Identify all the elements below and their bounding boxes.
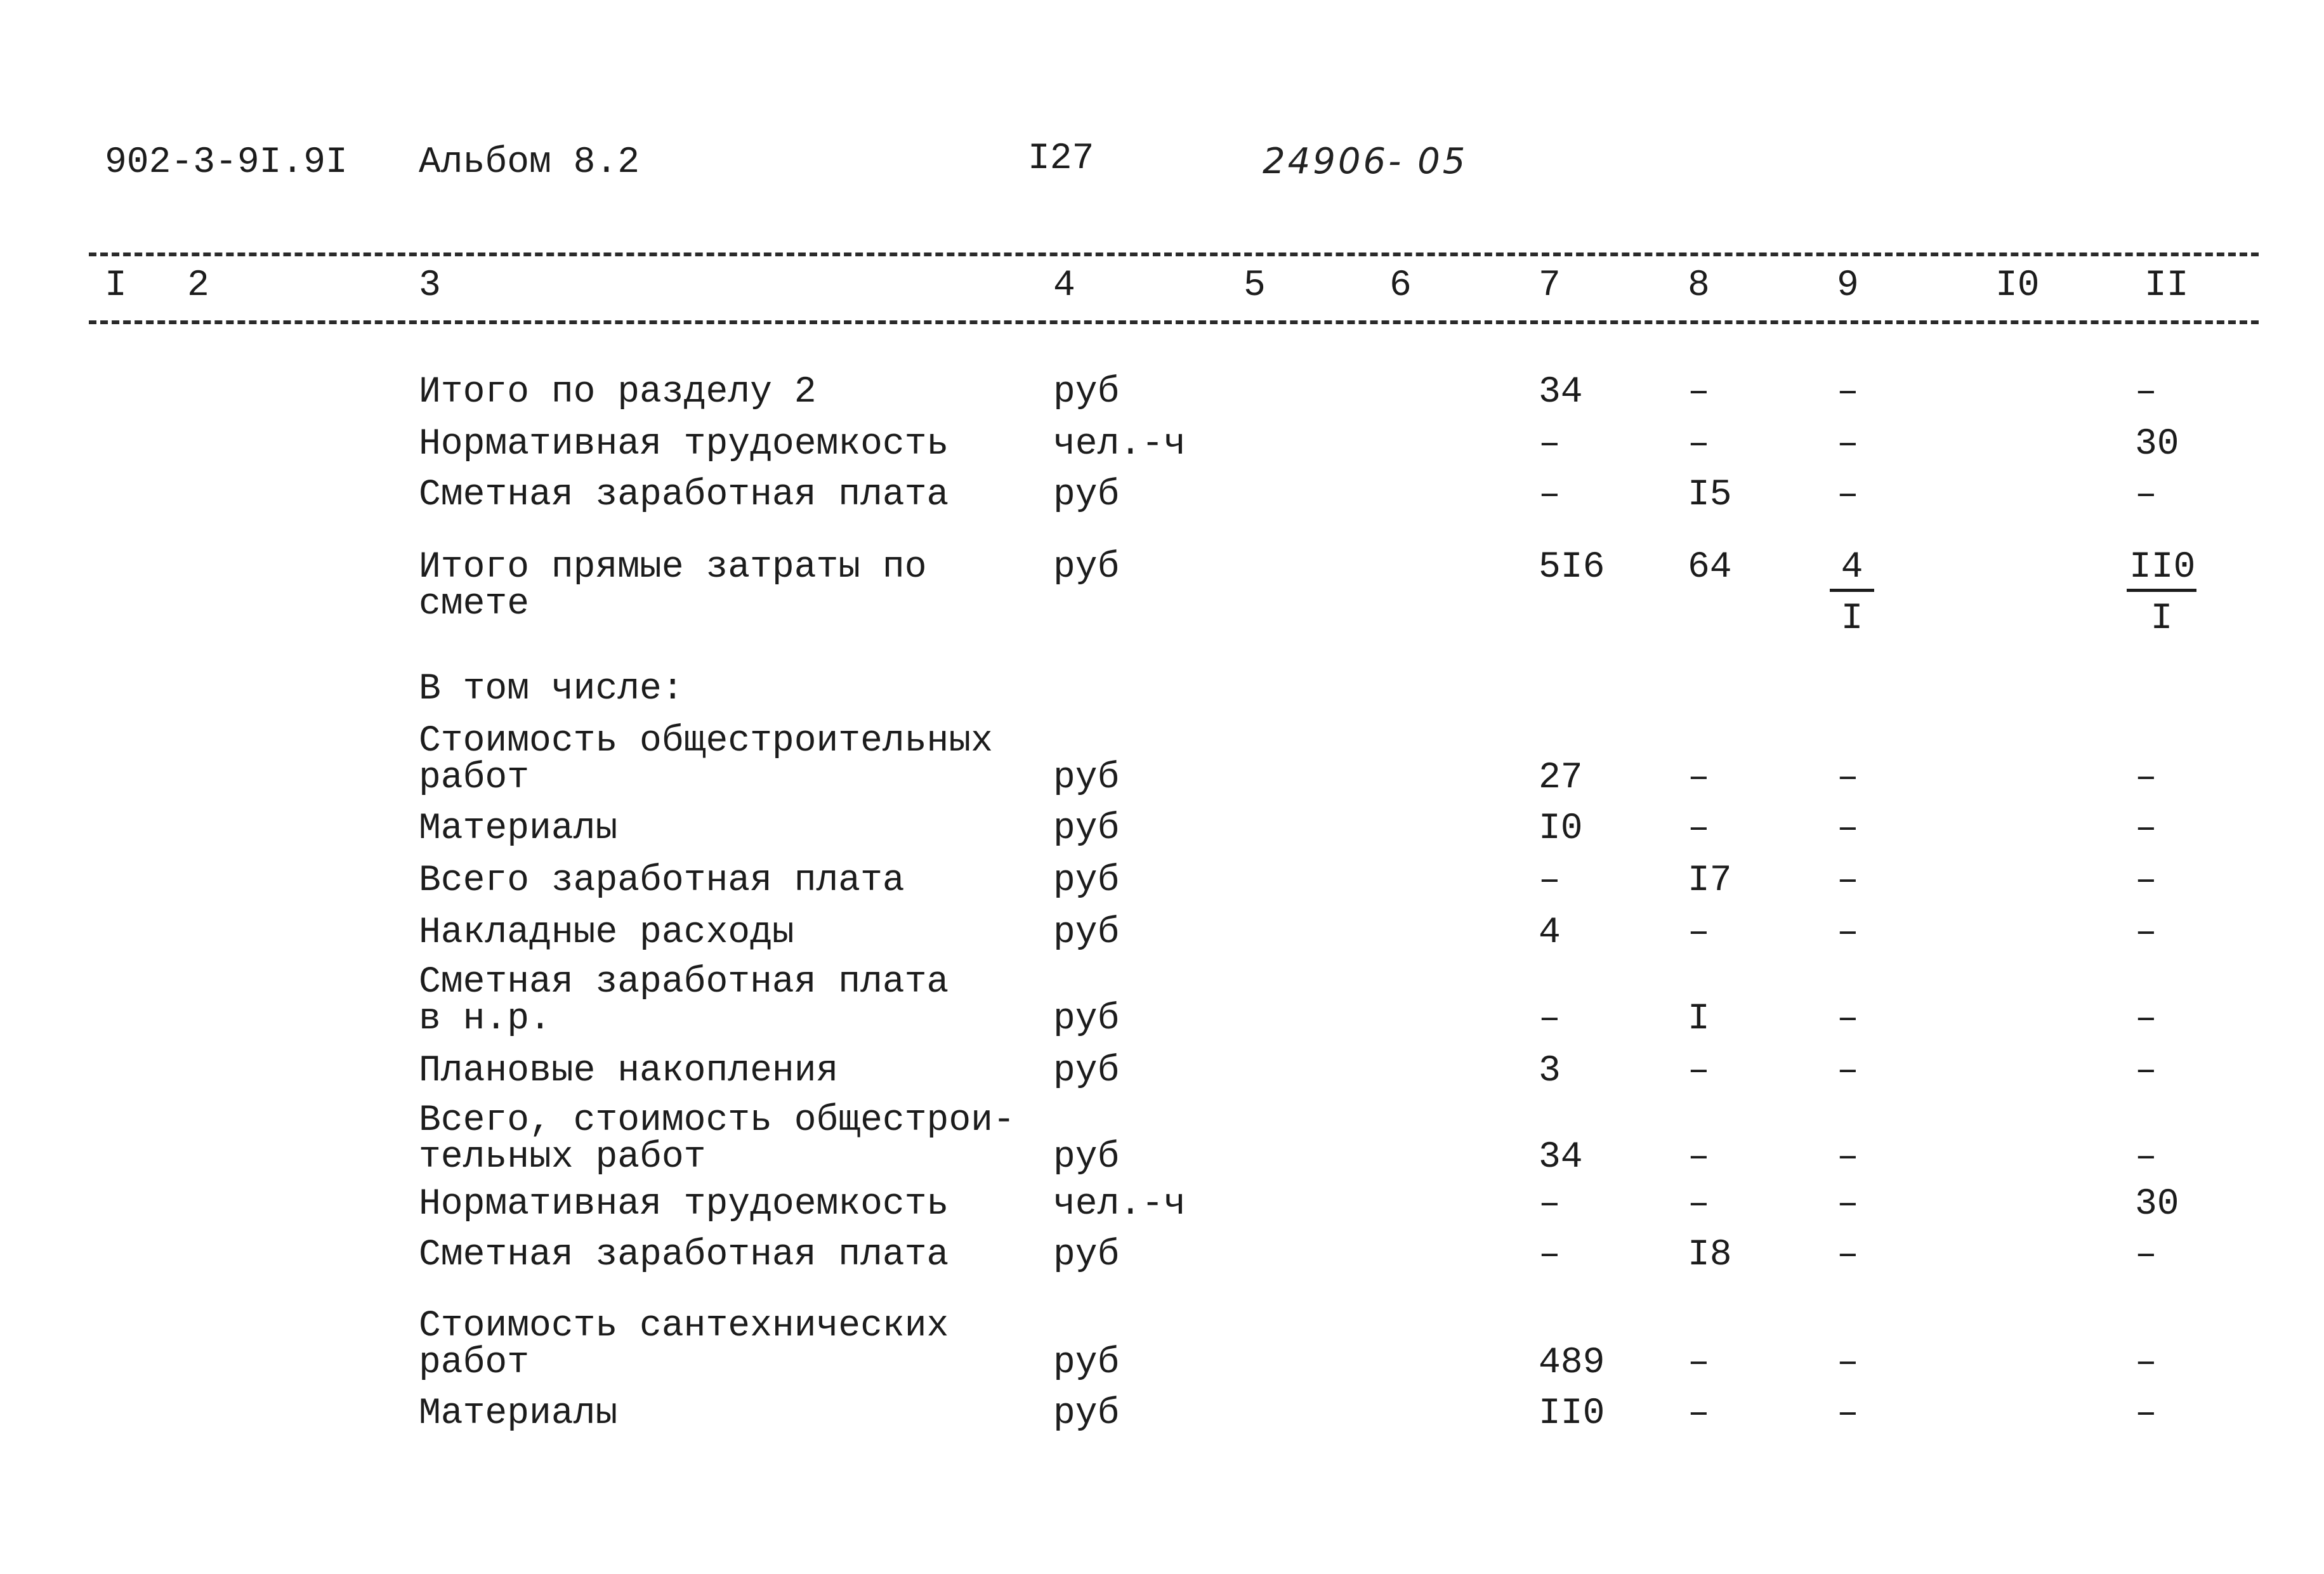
col8-cell: I5: [1688, 475, 1732, 516]
column-number: 4: [1053, 265, 1075, 306]
col11-cell: –: [2135, 860, 2157, 902]
col7-cell: –: [1539, 424, 1561, 465]
document-code: 902-3-9I.9I: [105, 142, 348, 183]
col8-cell: –: [1688, 424, 1710, 465]
col11-cell: –: [2135, 999, 2157, 1040]
col8-cell: –: [1688, 808, 1710, 849]
unit-cell: руб: [1053, 912, 1120, 954]
unit-cell: чел.-ч: [1053, 424, 1186, 465]
col11-cell: –: [2135, 475, 2157, 516]
row-label: Нормативная трудоемкость: [419, 424, 949, 465]
row-label: Материалы: [419, 808, 618, 849]
page-number: I27: [1028, 138, 1094, 180]
col9-cell: –: [1837, 912, 1859, 954]
fraction-numerator: 4: [1830, 549, 1874, 592]
unit-cell: руб: [1053, 757, 1120, 799]
row-label: работ: [419, 1342, 530, 1384]
row-label: Сметная заработная плата: [419, 1235, 949, 1276]
col7-cell: –: [1539, 999, 1561, 1040]
col11-cell: –: [2135, 1051, 2157, 1092]
col8-cell: I7: [1688, 860, 1732, 902]
col9-cell: –: [1837, 757, 1859, 799]
col9-cell: –: [1837, 1137, 1859, 1178]
row-label: Итого по разделу 2: [419, 372, 817, 413]
col9-cell: –: [1837, 999, 1859, 1040]
row-label: Итого прямые затраты по: [419, 547, 927, 588]
col8-cell: –: [1688, 372, 1710, 413]
col9-cell: –: [1837, 1184, 1859, 1225]
col11-cell: –: [2135, 1342, 2157, 1384]
col7-cell: 27: [1539, 757, 1583, 799]
unit-cell: руб: [1053, 1342, 1120, 1384]
col9-cell: –: [1837, 860, 1859, 902]
unit-cell: руб: [1053, 372, 1120, 413]
column-number: 2: [187, 265, 209, 306]
column-header-bottom-rule: [89, 320, 2259, 324]
col9-cell: –: [1837, 372, 1859, 413]
row-label: Сметная заработная плата: [419, 962, 949, 1003]
col7-cell: 34: [1539, 372, 1583, 413]
unit-cell: руб: [1053, 1393, 1120, 1434]
col11-cell: –: [2135, 757, 2157, 799]
col8-cell: –: [1688, 1137, 1710, 1178]
col7-cell: I0: [1539, 808, 1583, 849]
fraction-denominator: I: [1841, 598, 1863, 639]
col9-cell: –: [1837, 1051, 1859, 1092]
column-number: 5: [1244, 265, 1266, 306]
section-caption: В том числе:: [419, 669, 684, 710]
handwritten-number: 24906- 05: [1263, 141, 1468, 182]
col11-cell: –: [2135, 372, 2157, 413]
col8-cell: –: [1688, 1184, 1710, 1225]
col9-cell: –: [1837, 808, 1859, 849]
fraction-denominator: I: [2150, 598, 2173, 639]
col9-cell: –: [1837, 475, 1859, 516]
col8-cell: –: [1688, 1393, 1710, 1434]
row-label: Накладные расходы: [419, 912, 794, 954]
col7-cell: II0: [1539, 1393, 1605, 1434]
col8-cell: I8: [1688, 1235, 1732, 1276]
col11-cell: 30: [2135, 1184, 2179, 1225]
col11-cell: –: [2135, 808, 2157, 849]
col11-cell: –: [2135, 1137, 2157, 1178]
fraction-numerator: II0: [2127, 549, 2196, 592]
unit-cell: руб: [1053, 1235, 1120, 1276]
col9-cell: –: [1837, 1393, 1859, 1434]
column-number: I: [105, 265, 127, 306]
col8-cell: 64: [1688, 547, 1732, 588]
column-number: 7: [1539, 265, 1561, 306]
unit-cell: руб: [1053, 1137, 1120, 1178]
unit-cell: руб: [1053, 860, 1120, 902]
col8-cell: –: [1688, 912, 1710, 954]
row-label: работ: [419, 757, 530, 799]
col9-cell: –: [1837, 424, 1859, 465]
column-number: II: [2144, 265, 2189, 306]
row-label: Нормативная трудоемкость: [419, 1184, 949, 1225]
column-header-top-rule: [89, 252, 2259, 256]
unit-cell: руб: [1053, 999, 1120, 1040]
column-number: I0: [1995, 265, 2040, 306]
col8-cell: –: [1688, 757, 1710, 799]
album-title: Альбом 8.2: [419, 142, 640, 183]
col9-cell: –: [1837, 1235, 1859, 1276]
col11-cell: –: [2135, 1393, 2157, 1434]
col7-cell: 489: [1539, 1342, 1605, 1384]
row-label: Материалы: [419, 1393, 618, 1434]
unit-cell: чел.-ч: [1053, 1184, 1186, 1225]
row-label: Плановые накопления: [419, 1051, 839, 1092]
unit-cell: руб: [1053, 475, 1120, 516]
col9-cell: –: [1837, 1342, 1859, 1384]
column-number: 3: [419, 265, 441, 306]
col7-cell: 5I6: [1539, 547, 1605, 588]
col11-cell: –: [2135, 912, 2157, 954]
row-label: Стоимость общестроительных: [419, 721, 993, 762]
col7-cell: –: [1539, 860, 1561, 902]
unit-cell: руб: [1053, 547, 1120, 588]
col7-cell: –: [1539, 1235, 1561, 1276]
column-number: 6: [1389, 265, 1412, 306]
col7-cell: 34: [1539, 1137, 1583, 1178]
col11-fraction: [2127, 549, 2196, 638]
row-label: тельных работ: [419, 1137, 706, 1178]
unit-cell: руб: [1053, 1051, 1120, 1092]
col8-cell: –: [1688, 1051, 1710, 1092]
col9-fraction: [1830, 549, 1874, 638]
col11-cell: –: [2135, 1235, 2157, 1276]
row-label: Всего, стоимость общестрои-: [419, 1100, 1015, 1141]
col7-cell: –: [1539, 1184, 1561, 1225]
col7-cell: –: [1539, 475, 1561, 516]
column-number: 8: [1688, 265, 1710, 306]
col11-cell: 30: [2135, 424, 2179, 465]
col7-cell: 3: [1539, 1051, 1561, 1092]
col8-cell: –: [1688, 1342, 1710, 1384]
row-label: Стоимость сантехнических: [419, 1306, 949, 1347]
row-label: смете: [419, 584, 530, 625]
row-label: Сметная заработная плата: [419, 475, 949, 516]
col7-cell: 4: [1539, 912, 1561, 954]
column-number: 9: [1837, 265, 1859, 306]
unit-cell: руб: [1053, 808, 1120, 849]
col8-cell: I: [1688, 999, 1710, 1040]
row-label: Всего заработная плата: [419, 860, 905, 902]
row-label: в н.р.: [419, 999, 551, 1040]
